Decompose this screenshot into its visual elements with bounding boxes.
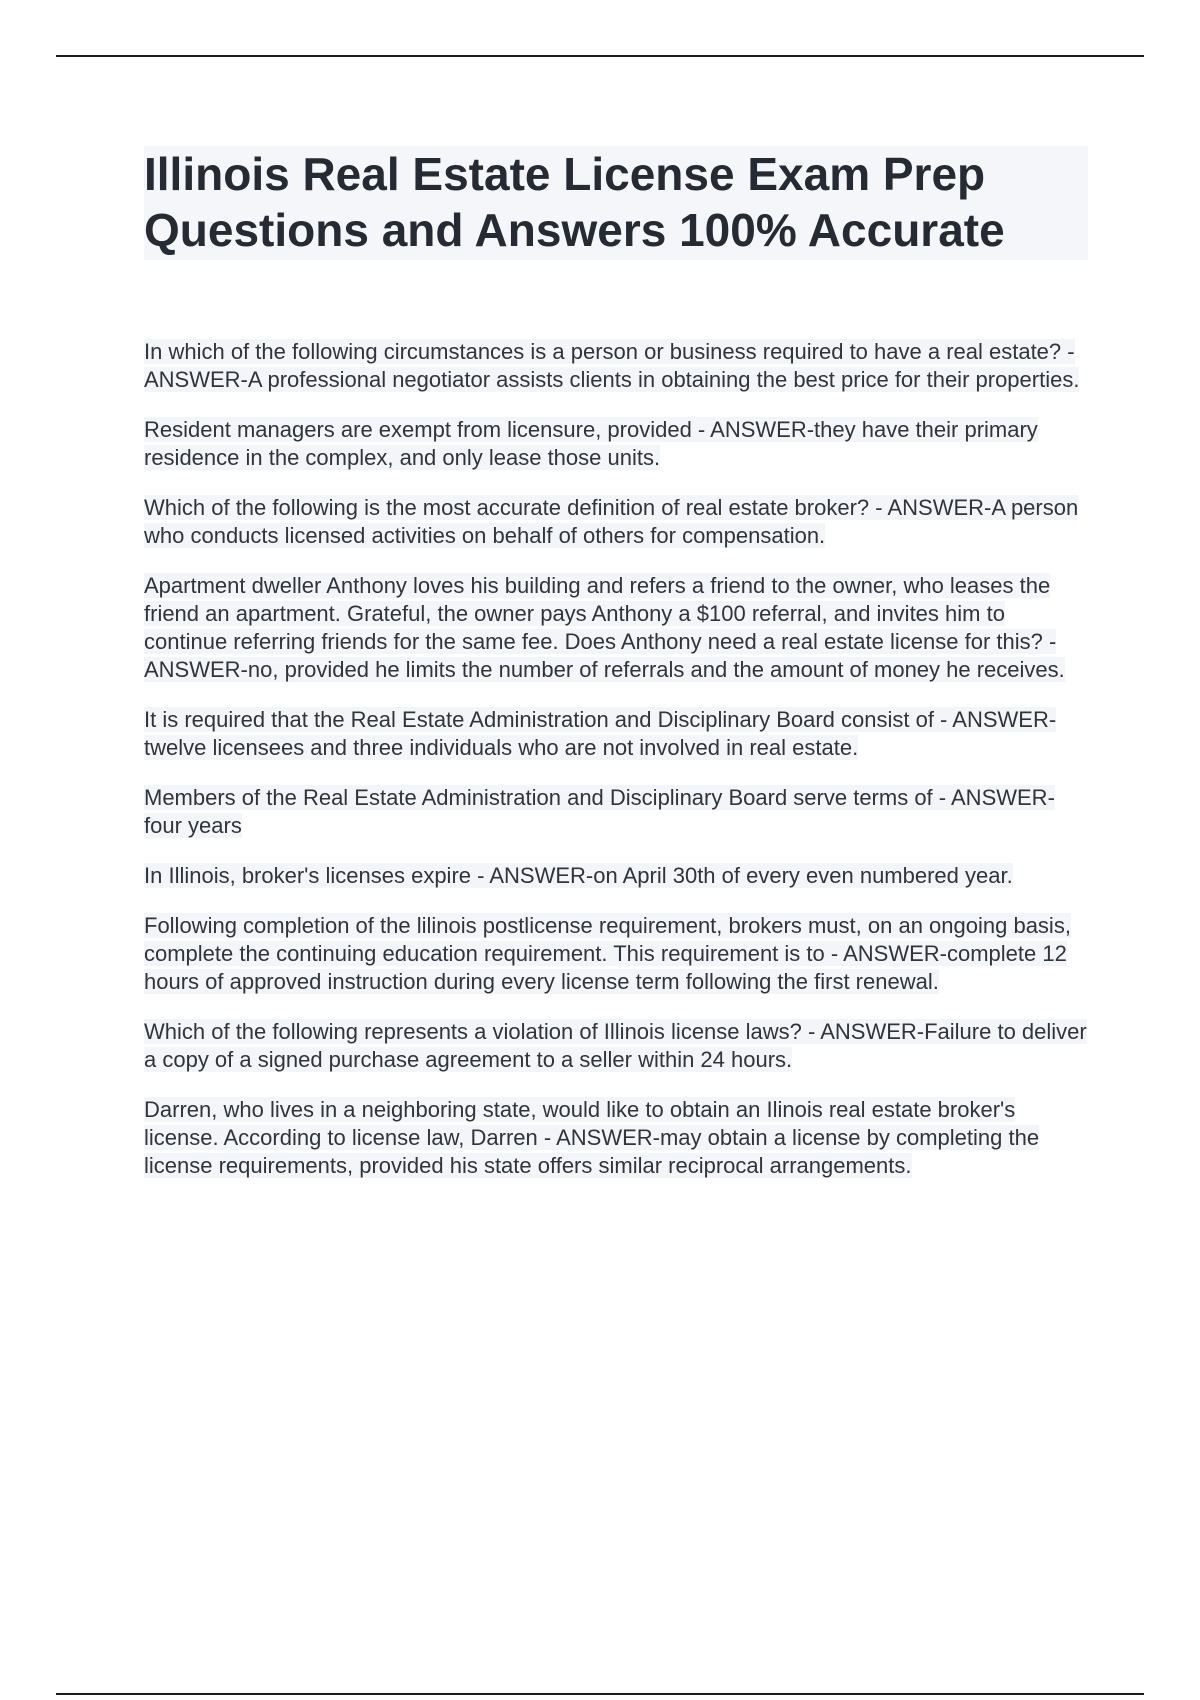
qa-text: Apartment dweller Anthony loves his building and refers a friend to the owner, who leases the friend an apartment. Grateful, the owner pays Anthony a $100 referral, and invites him to continue referring friends for the same fee. Does Anthony need a real estate license for this? - ANSWER-no, provided he limits the number of referrals and the amount of money he receives. (144, 573, 1065, 682)
top-rule (56, 55, 1144, 57)
qa-item (144, 862, 1090, 890)
qa-item (144, 784, 1090, 840)
qa-text: Following completion of the lilinois postlicense requirement, brokers must, on an ongoing basis, complete the continuing education requirement. This requirement is to - ANSWER-complete 12 hours of approved instruction during every license term following the first renewal. (144, 913, 1071, 994)
qa-text: It is required that the Real Estate Administration and Disciplinary Board consist of - ANSWER-twelve licensees and three individuals who are not involved in real estate. (144, 707, 1057, 760)
qa-item (144, 572, 1090, 684)
qa-text: Resident managers are exempt from licensure, provided - ANSWER-they have their primary residence in the complex, and only lease those units. (144, 417, 1038, 470)
qa-item (144, 1018, 1090, 1074)
qa-text: Darren, who lives in a neighboring state, would like to obtain an Ilinois real estate broker's license. According to license law, Darren - ANSWER-may obtain a license by completing the license requirements, provided his state offers similar reciprocal arrangements. (144, 1097, 1040, 1178)
bottom-rule (56, 1693, 1144, 1695)
qa-text: In which of the following circumstances is a person or business required to have a real estate? - ANSWER-A professional negotiator assists clients in obtaining the best price for their properties. (144, 339, 1080, 392)
document-title: Illinois Real Estate License Exam Prep Questions and Answers 100% Accurate (144, 148, 1005, 256)
qa-item (144, 1096, 1090, 1180)
qa-item (144, 416, 1090, 472)
qa-item (144, 338, 1090, 394)
qa-item (144, 706, 1090, 762)
qa-list (144, 338, 1090, 1202)
qa-text: In Illinois, broker's licenses expire - ANSWER-on April 30th of every even numbered year. (144, 863, 1013, 888)
qa-text: Which of the following represents a violation of Illinois license laws? - ANSWER-Failure to deliver a copy of a signed purchase agreement to a seller within 24 hours. (144, 1019, 1087, 1072)
title-block (144, 146, 1088, 260)
qa-text: Members of the Real Estate Administration and Disciplinary Board serve terms of - ANSWER-four years (144, 785, 1055, 838)
qa-item (144, 912, 1090, 996)
qa-text: Which of the following is the most accurate definition of real estate broker? - ANSWER-A person who conducts licensed activities on behalf of others for compensation. (144, 495, 1079, 548)
qa-item (144, 494, 1090, 550)
